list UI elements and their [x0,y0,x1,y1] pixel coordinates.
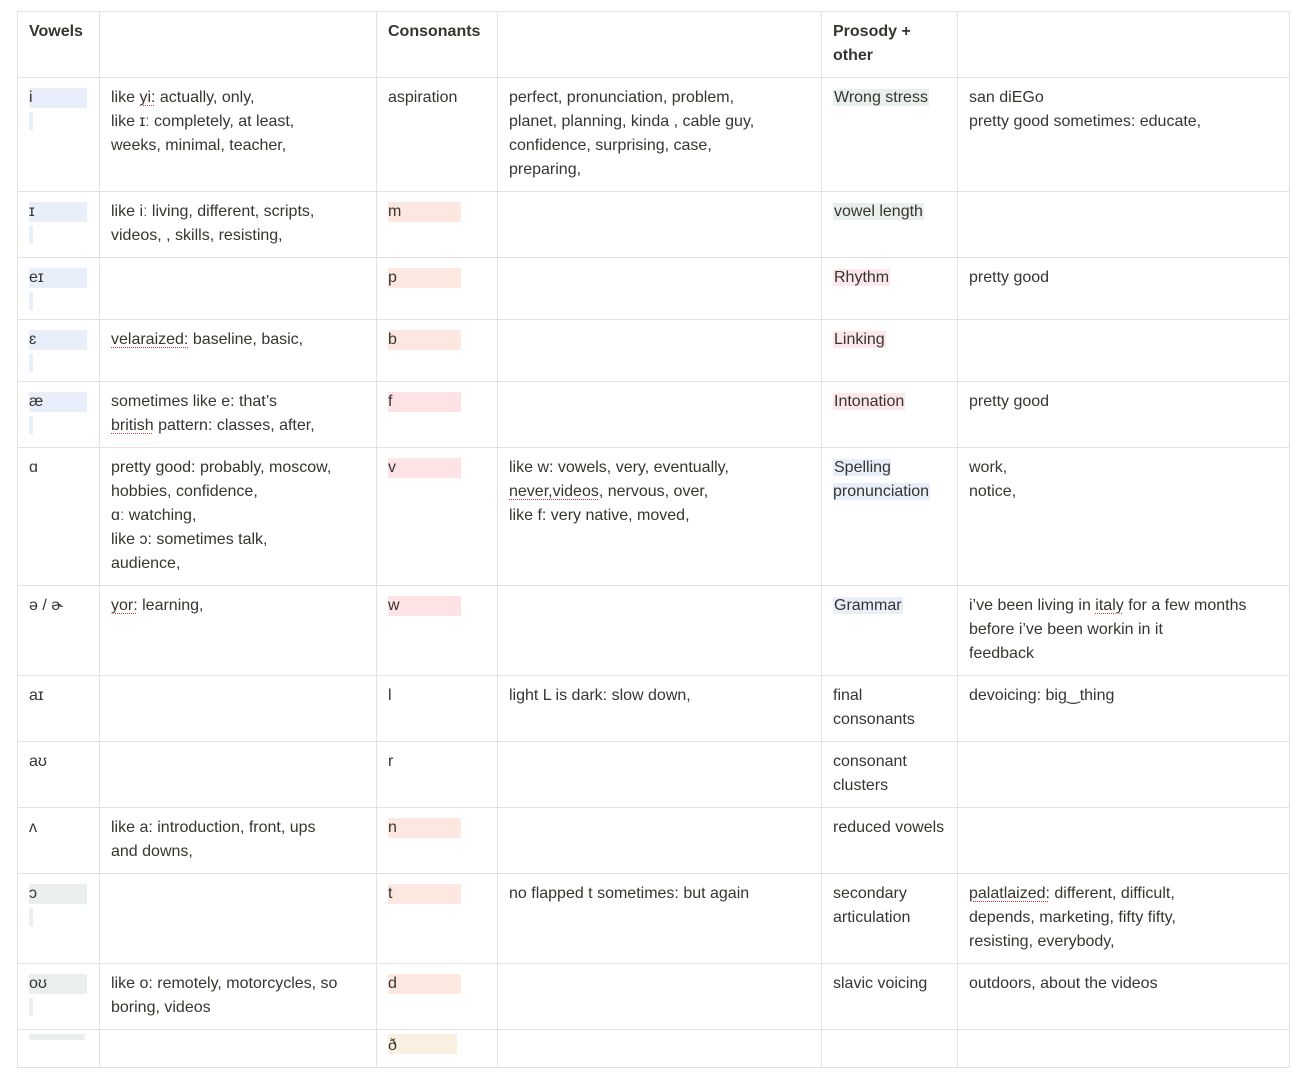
consonant-symbol: w [388,596,461,616]
vowel-swatch [29,268,87,288]
vowel-notes-cell[interactable] [100,382,377,448]
consonant-symbol: p [388,268,461,288]
vowel-note-line: hobbies, confidence, [111,483,258,500]
vowel-note-line: videos, , skills, resisting, [111,227,283,244]
prosody-cell[interactable] [822,964,958,1030]
vowel-symbol: eɪ [29,269,44,286]
vowel-swatch [29,330,87,350]
consonant-note-line: planet, planning, kinda , cable guy, [509,113,755,130]
prosody-notes-cell[interactable] [958,448,1290,586]
prosody-label: Grammar [834,597,902,614]
table-row [18,742,1290,808]
vowel-cell[interactable] [18,874,100,964]
consonant-cell[interactable] [377,586,498,676]
table-row [18,382,1290,448]
prosody-note-line: palatlaized: different, difficult, [969,885,1175,902]
vowel-note-line: sometimes like e: that’s [111,393,277,410]
prosody-cell[interactable] [822,258,958,320]
consonant-symbol: t [388,884,461,904]
vowel-notes-cell[interactable] [100,676,377,742]
consonant-note-line: confidence, surprising, case, [509,137,712,154]
prosody-note-line: work, [969,459,1008,476]
vowel-symbol: i [29,89,33,106]
vowel-notes-cell[interactable] [100,874,377,964]
consonant-cell[interactable] [377,258,498,320]
vowel-cell[interactable] [18,192,100,258]
prosody-label: Linking [834,331,885,348]
prosody-label: Spelling pronunciation [833,459,930,500]
prosody-notes-cell[interactable] [958,192,1290,258]
vowel-notes-cell[interactable] [100,448,377,586]
consonant-symbol: l [388,687,392,704]
partial-cell[interactable] [377,1030,498,1068]
vowel-note-line: like ɔ: sometimes talk, [111,531,268,548]
prosody-note-line: pretty good [969,393,1050,410]
prosody-notes-cell[interactable] [958,258,1290,320]
consonant-symbol: aspiration [388,89,458,106]
consonant-symbol: ð [388,1034,457,1054]
prosody-label: consonant clusters [833,753,907,794]
vowel-symbol: æ [29,393,44,410]
consonant-cell[interactable] [377,382,498,448]
consonant-notes-cell[interactable] [498,586,822,676]
prosody-notes-cell[interactable] [958,320,1290,382]
consonant-note-line: like w: vowels, very, eventually, [509,459,729,476]
prosody-note-line: san diEGo [969,89,1044,106]
consonant-symbol: v [388,458,461,478]
consonant-notes-cell[interactable] [498,382,822,448]
header-vowel-notes[interactable] [100,12,377,78]
vowel-swatch [29,1034,85,1040]
prosody-cell[interactable] [822,448,958,586]
vowel-cell[interactable] [18,676,100,742]
vowel-note-line: yor: learning, [111,597,204,614]
consonant-cell[interactable] [377,192,498,258]
prosody-note-line: notice, [969,483,1017,500]
consonant-symbol: d [388,974,461,994]
prosody-cell[interactable] [822,742,958,808]
vowel-notes-cell[interactable] [100,78,377,192]
table-row [18,586,1290,676]
consonant-notes-cell[interactable] [498,192,822,258]
prosody-note-line: before i’ve been workin in it [969,621,1163,638]
consonant-cell[interactable] [377,874,498,964]
vowel-cell[interactable] [18,382,100,448]
vowel-swatch [29,974,87,994]
consonant-note-line: perfect, pronunciation, problem, [509,89,735,106]
vowel-notes-cell[interactable] [100,808,377,874]
vowel-notes-cell[interactable] [100,742,377,808]
vowel-symbol: oʊ [29,975,47,992]
header-vowels[interactable]: Vowels [18,12,100,78]
prosody-label: vowel length [834,203,923,220]
phonetics-table [17,11,1290,1068]
prosody-notes-cell[interactable] [958,78,1290,192]
prosody-cell[interactable] [822,78,958,192]
vowel-note-line: audience, [111,555,181,572]
prosody-notes-cell[interactable] [958,808,1290,874]
vowel-swatch [29,392,87,412]
prosody-cell[interactable] [822,192,958,258]
consonant-cell[interactable] [377,676,498,742]
vowel-symbol: aɪ [29,687,44,704]
prosody-cell[interactable] [822,382,958,448]
prosody-notes-cell[interactable] [958,742,1290,808]
table-row [18,258,1290,320]
consonant-notes-cell[interactable] [498,448,822,586]
vowel-note-line: pretty good: probably, moscow, [111,459,332,476]
vowel-cell[interactable] [18,258,100,320]
consonant-cell[interactable] [377,742,498,808]
consonant-notes-cell[interactable] [498,964,822,1030]
prosody-notes-cell[interactable] [958,964,1290,1030]
vowel-symbol: ɛ [29,331,37,348]
prosody-notes-cell[interactable] [958,586,1290,676]
partial-cell[interactable] [958,1030,1290,1068]
vowel-swatch-tail [29,292,33,310]
table-row [18,676,1290,742]
partial-cell[interactable] [498,1030,822,1068]
consonant-notes-cell[interactable] [498,874,822,964]
vowel-note-line: boring, videos [111,999,211,1016]
partial-cell[interactable] [822,1030,958,1068]
vowel-swatch-tail [29,998,33,1016]
consonant-symbol: f [388,392,461,412]
table-row-partial [18,1030,1290,1068]
prosody-note-line: i’ve been living in italy for a few months [969,597,1247,614]
table-row [18,808,1290,874]
header-row [18,12,1290,78]
header-consonants[interactable]: Consonants [377,12,498,78]
vowel-swatch-tail [29,416,33,434]
vowel-symbol: ʌ [29,819,37,836]
prosody-cell[interactable] [822,808,958,874]
prosody-notes-cell[interactable] [958,676,1290,742]
consonant-notes-cell[interactable] [498,676,822,742]
consonant-symbol: n [388,818,461,838]
vowel-cell[interactable] [18,586,100,676]
prosody-note-line: resisting, everybody, [969,933,1115,950]
header-prosody-notes[interactable] [958,12,1290,78]
vowel-notes-cell[interactable] [100,586,377,676]
vowel-cell[interactable] [18,964,100,1030]
prosody-note-line: depends, marketing, fifty fifty, [969,909,1176,926]
prosody-note-line: devoicing: big‿thing [969,687,1115,704]
prosody-label: secondary articulation [833,885,911,926]
vowel-note-line: british pattern: classes, after, [111,417,315,434]
vowel-symbol: ɔ [29,885,37,902]
consonant-note-line: preparing, [509,161,582,178]
prosody-note-line: pretty good sometimes: educate, [969,113,1202,130]
vowel-notes-cell[interactable] [100,964,377,1030]
prosody-notes-cell[interactable] [958,382,1290,448]
consonant-cell[interactable] [377,808,498,874]
vowel-swatch [29,88,87,108]
header-prosody[interactable]: Prosody + other [822,12,958,78]
partial-cell[interactable] [18,1030,100,1068]
vowel-note-line: like yi: actually, only, [111,89,255,106]
vowel-symbol: ɑ [29,459,38,476]
vowel-swatch-tail [29,226,33,244]
prosody-cell[interactable] [822,320,958,382]
consonant-cell[interactable] [377,78,498,192]
prosody-label: Rhythm [834,269,890,286]
prosody-label: slavic voicing [833,975,928,992]
prosody-label: reduced vowels [833,819,945,836]
consonant-note-line: light L is dark: slow down, [509,687,691,704]
vowel-swatch-tail [29,112,33,130]
consonant-note-line: no flapped t sometimes: but again [509,885,750,902]
prosody-note-line: feedback [969,645,1034,662]
consonant-notes-cell[interactable] [498,320,822,382]
prosody-cell[interactable] [822,676,958,742]
consonant-symbol: r [388,753,394,770]
partial-cell[interactable] [100,1030,377,1068]
vowel-swatch [29,202,87,222]
consonant-note-line: never,videos, nervous, over, [509,483,709,500]
table-row [18,964,1290,1030]
prosody-cell[interactable] [822,874,958,964]
vowel-swatch-tail [29,908,33,926]
prosody-note-line: outdoors, about the videos [969,975,1158,992]
consonant-cell[interactable] [377,964,498,1030]
vowel-cell[interactable] [18,448,100,586]
prosody-cell[interactable] [822,586,958,676]
prosody-label: Wrong stress [834,89,928,106]
vowel-cell[interactable] [18,320,100,382]
vowel-symbol: aʊ [29,753,47,770]
vowel-notes-cell[interactable] [100,258,377,320]
prosody-label: final consonants [833,687,915,728]
vowel-symbol: ə / ɚ [29,597,64,614]
table-row [18,320,1290,382]
prosody-note-line: pretty good [969,269,1050,286]
vowel-note-line: weeks, minimal, teacher, [111,137,287,154]
header-consonant-notes[interactable] [498,12,822,78]
consonant-notes-cell[interactable] [498,808,822,874]
vowel-note-line: and downs, [111,843,193,860]
vowel-cell[interactable] [18,742,100,808]
prosody-notes-cell[interactable] [958,874,1290,964]
vowel-cell[interactable] [18,808,100,874]
vowel-notes-cell[interactable] [100,192,377,258]
vowel-note-line: like ɪː completely, at least, [111,113,295,130]
vowel-swatch [29,884,87,904]
vowel-notes-cell[interactable] [100,320,377,382]
consonant-notes-cell[interactable] [498,258,822,320]
consonant-symbol: m [388,202,461,222]
table-row [18,874,1290,964]
vowel-note-line: ɑː watching, [111,507,197,524]
table-row [18,192,1290,258]
vowel-note-line: velaraized: baseline, basic, [111,331,304,348]
vowel-note-line: like o: remotely, motorcycles, so [111,975,338,992]
consonant-notes-cell[interactable] [498,78,822,192]
vowel-cell[interactable] [18,78,100,192]
consonant-note-line: like f: very native, moved, [509,507,690,524]
consonant-cell[interactable] [377,448,498,586]
consonant-notes-cell[interactable] [498,742,822,808]
consonant-cell[interactable] [377,320,498,382]
vowel-note-line: like iː living, different, scripts, [111,203,315,220]
table-row [18,448,1290,586]
vowel-note-line: like a: introduction, front, ups [111,819,316,836]
vowel-swatch-tail [29,354,33,372]
vowel-symbol: ɪ [29,203,35,220]
consonant-symbol: b [388,330,461,350]
prosody-label: Intonation [834,393,905,410]
table-row [18,78,1290,192]
